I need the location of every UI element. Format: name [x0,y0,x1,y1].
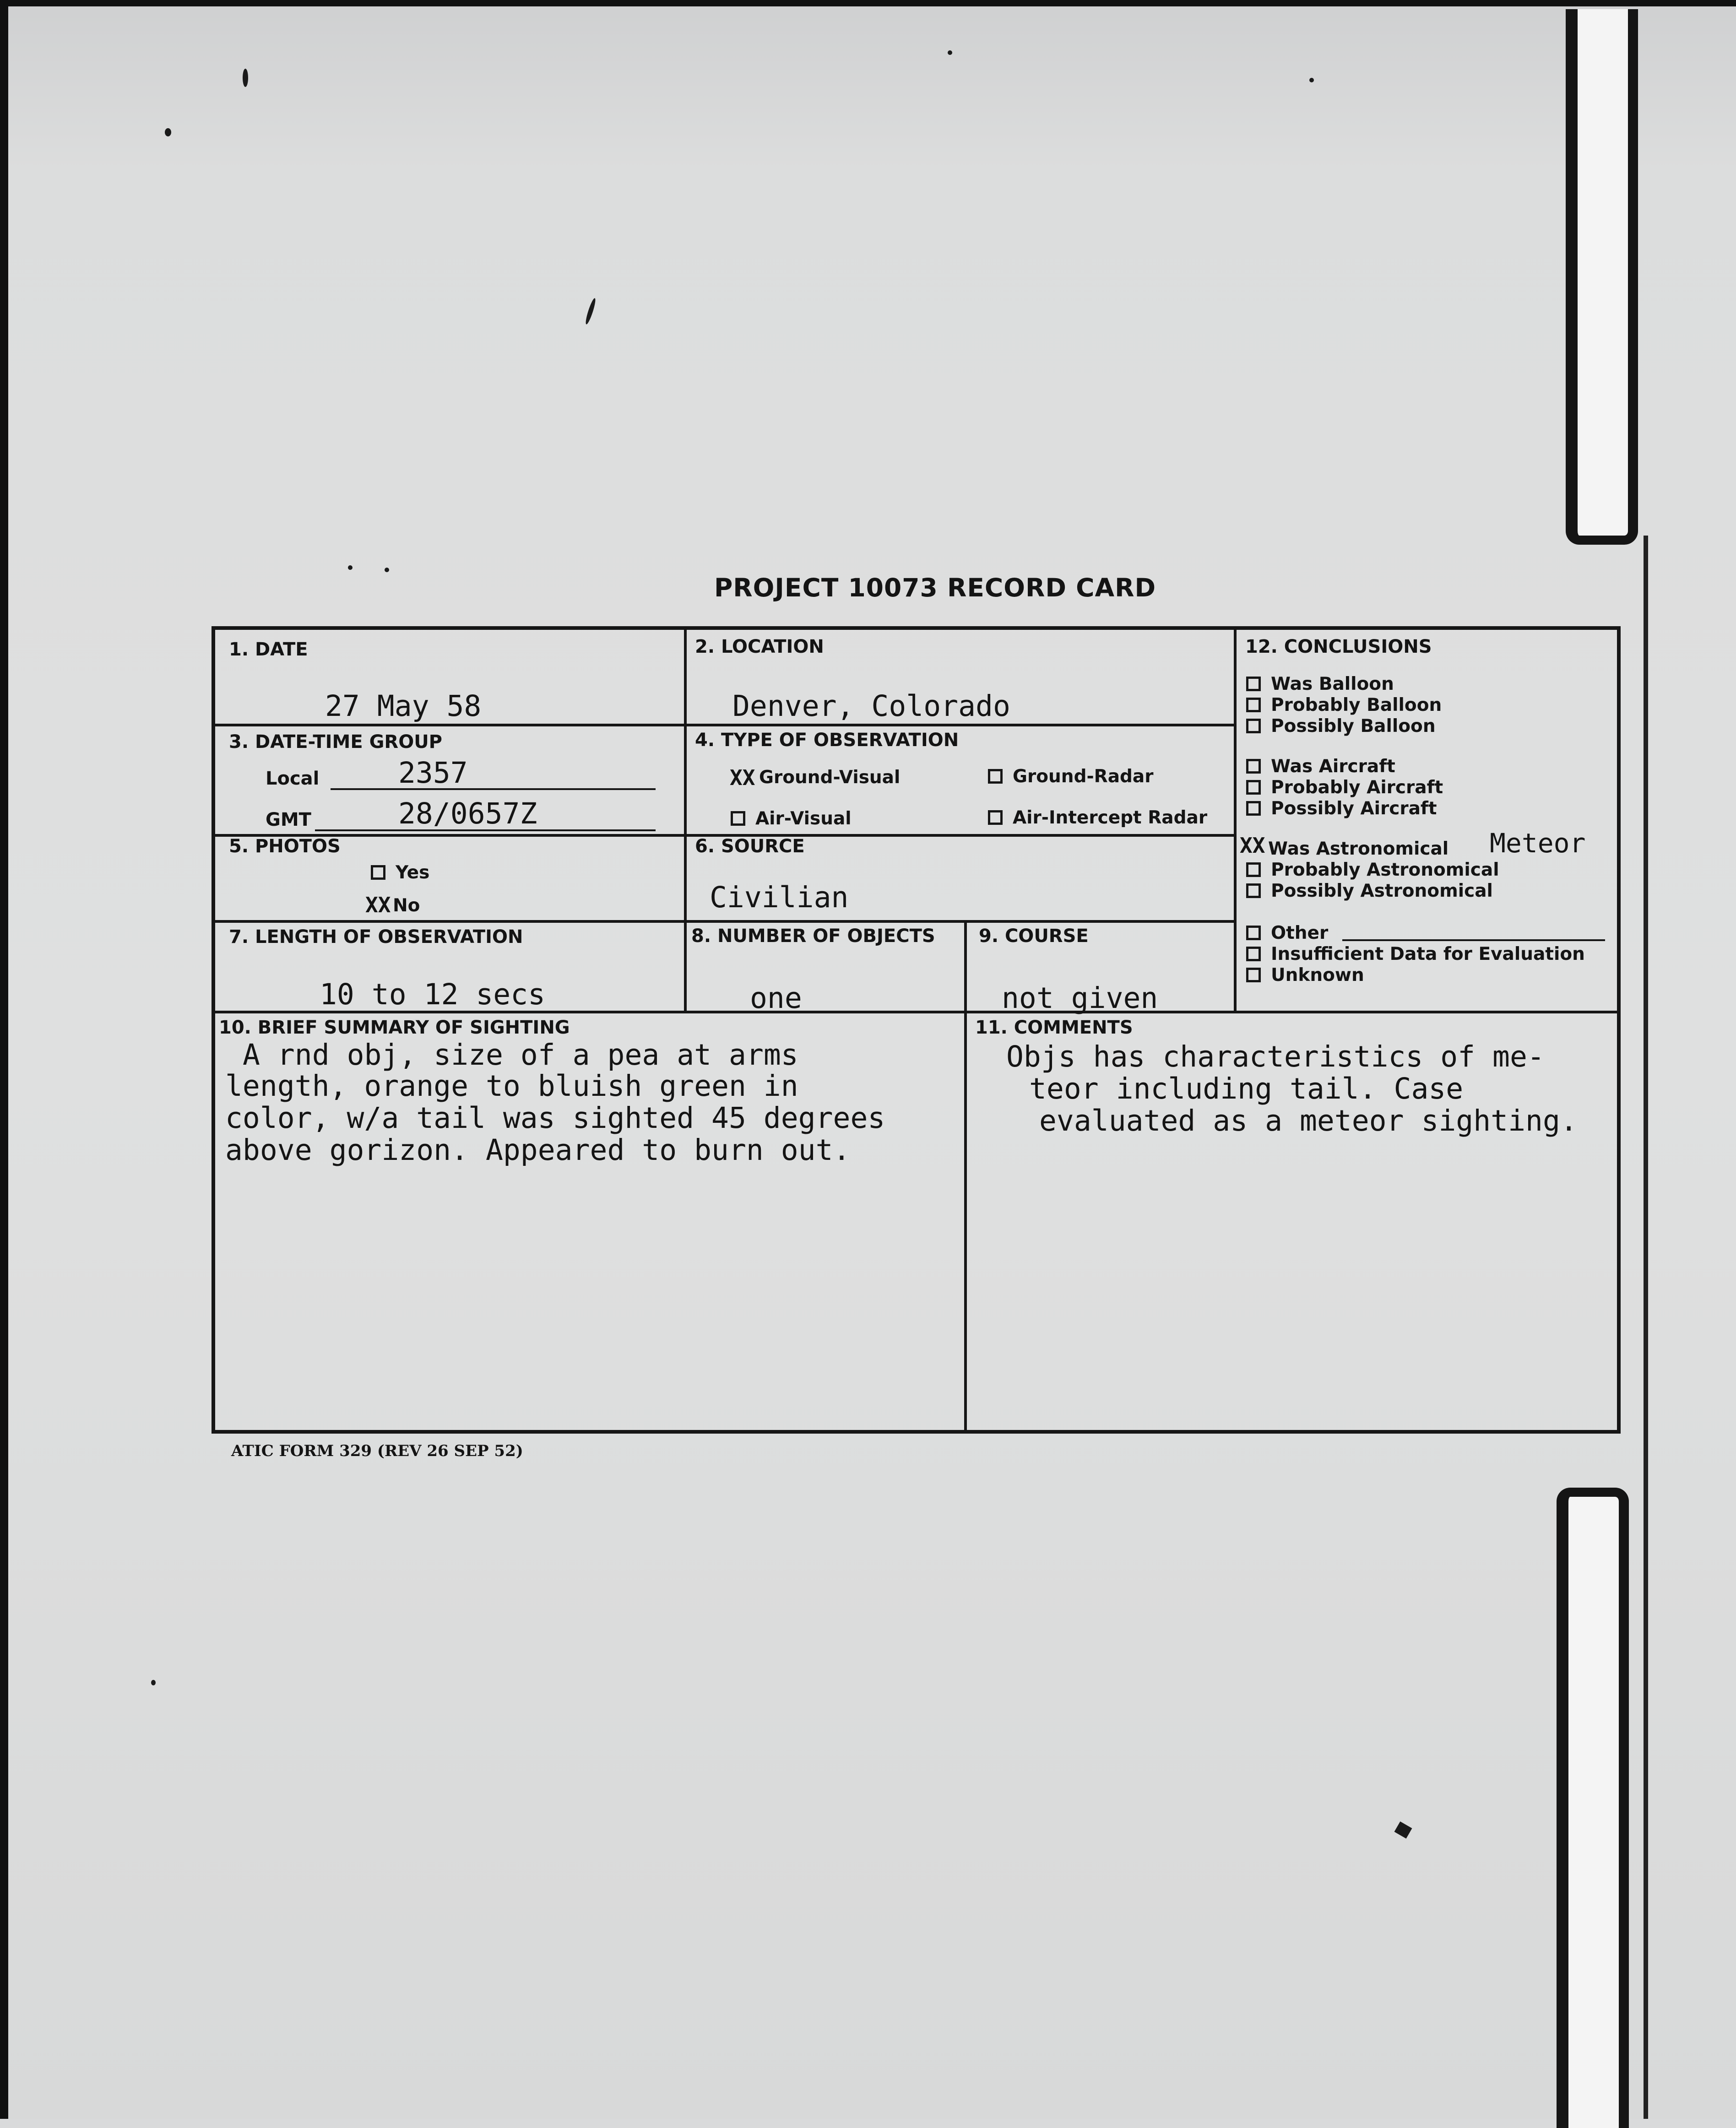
scan-border-top [0,0,1736,6]
checkbox-icon [1246,759,1261,774]
rule [1234,630,1237,1011]
source-label: 6. SOURCE [695,836,805,857]
checkbox-icon [1246,968,1261,982]
conclusion-was-astronomical[interactable]: Was Astronomical [1268,839,1449,859]
scan-speck [243,69,248,87]
rule [684,630,687,1011]
binder-clip-bottom [1557,1488,1629,2128]
location-label: 2. LOCATION [695,636,824,657]
rule [215,724,1234,726]
conclusion-probably-balloon[interactable] [1246,695,1442,715]
scan-speck [348,565,353,570]
scan-page-edge [1644,536,1648,2119]
checkbox-icon [1246,926,1261,940]
checkbox-icon [1246,719,1261,733]
summary-label: 10. BRIEF SUMMARY OF SIGHTING [219,1017,570,1038]
conclusion-was-aircraft[interactable] [1246,756,1395,777]
rule [964,920,967,1430]
type-of-observation-label: 4. TYPE OF OBSERVATION [695,730,959,751]
form-id: ATIC FORM 329 (REV 26 SEP 52) [231,1442,523,1460]
gmt-value: 28/0657Z [398,797,537,830]
conclusion-was-balloon[interactable] [1246,674,1394,694]
conclusion-text: Was Aircraft [1271,756,1395,777]
checkbox-icon [731,811,745,826]
comments-line: Objs has characteristics of me- [1006,1040,1545,1073]
checkbox-icon [1246,947,1261,961]
conclusion-text: Probably Balloon [1271,695,1442,715]
course-label: 9. COURSE [979,926,1089,947]
option-ground-radar-text: Ground-Radar [1013,766,1154,787]
conclusion-insufficient-data[interactable] [1246,944,1585,964]
summary-line: A rnd obj, size of a pea at arms [243,1038,798,1072]
rule [215,920,1234,923]
comments-line: evaluated as a meteor sighting. [1039,1104,1578,1137]
checkbox-icon [1246,883,1261,898]
option-air-intercept-radar[interactable] [988,807,1207,828]
scan-speck [151,1680,156,1685]
local-time-label: Local [266,768,320,789]
gmt-label: GMT [266,809,311,830]
date-label: 1. DATE [229,639,308,660]
conclusion-text: Was Balloon [1271,674,1394,694]
scan-speck [385,568,389,572]
checkbox-icon [1246,698,1261,712]
conclusions-label: 12. CONCLUSIONS [1245,636,1432,657]
conclusion-text: Possibly Balloon [1271,716,1436,736]
conclusion-text: Probably Astronomical [1271,860,1499,880]
photos-no[interactable]: No [393,895,420,916]
date-value: 27 May 58 [325,689,482,723]
conclusion-text: Possibly Astronomical [1271,881,1493,901]
photos-yes-text: Yes [396,862,430,883]
photos-yes[interactable] [371,862,429,883]
course-value: not given [1002,981,1158,1015]
conclusion-other[interactable] [1246,923,1328,943]
record-card [212,626,1621,1434]
location-value: Denver, Colorado [732,689,1010,723]
astronomical-note: Meteor [1490,828,1586,859]
scan-speck [165,128,171,136]
photos-no-mark: XX [365,893,391,917]
length-of-observation-value: 10 to 12 secs [320,978,546,1011]
conclusion-possibly-balloon[interactable] [1246,716,1436,736]
option-ground-visual[interactable]: Ground-Visual [759,767,901,788]
local-time-value: 2357 [398,756,468,790]
binder-clip-top [1566,9,1638,545]
checkbox-icon [1246,862,1261,877]
date-time-group-label: 3. DATE-TIME GROUP [229,731,442,753]
conclusion-text: Possibly Aircraft [1271,798,1437,819]
option-ground-radar[interactable] [988,766,1154,787]
conclusion-text: Other [1271,923,1329,943]
checkbox-icon [988,810,1003,825]
conclusion-probably-aircraft[interactable] [1246,777,1443,798]
card-title: PROJECT 10073 RECORD CARD [714,573,1156,602]
conclusion-text: Probably Aircraft [1271,777,1443,798]
summary-line: color, w/a tail was sighted 45 degrees [225,1101,885,1135]
length-of-observation-label: 7. LENGTH OF OBSERVATION [229,926,523,948]
photos-label: 5. PHOTOS [229,836,341,857]
conclusion-probably-astronomical[interactable] [1246,860,1499,880]
conclusion-text: Insufficient Data for Evaluation [1271,944,1585,964]
checkbox-icon [1246,677,1261,691]
scan-border-left [0,0,8,2119]
option-air-visual-text: Air-Visual [755,808,852,829]
summary-line: length, orange to bluish green in [225,1069,798,1103]
conclusion-unknown[interactable] [1246,965,1364,985]
conclusion-text: Unknown [1271,965,1364,985]
option-air-intercept-radar-text: Air-Intercept Radar [1013,807,1208,828]
checkbox-icon [371,865,385,880]
other-underline [1342,939,1605,941]
checkbox-icon [1246,780,1261,795]
summary-line: above gorizon. Appeared to burn out. [225,1133,851,1167]
scan-speck [948,50,952,55]
checkbox-icon [1246,801,1261,816]
comments-line: teor including tail. Case [1029,1072,1464,1105]
ground-visual-mark: XX [730,765,755,790]
scan-speck [1309,78,1314,82]
conclusion-possibly-aircraft[interactable] [1246,798,1437,819]
checkbox-icon [988,769,1003,784]
number-of-objects-label: 8. NUMBER OF OBJECTS [691,926,935,947]
conclusion-possibly-astronomical[interactable] [1246,881,1493,901]
astronomical-mark: XX [1240,833,1265,858]
local-time-underline [331,788,656,790]
comments-label: 11. COMMENTS [975,1017,1133,1038]
number-of-objects-value: one [750,981,802,1015]
source-value: Civilian [710,881,849,914]
option-air-visual[interactable] [731,808,852,829]
